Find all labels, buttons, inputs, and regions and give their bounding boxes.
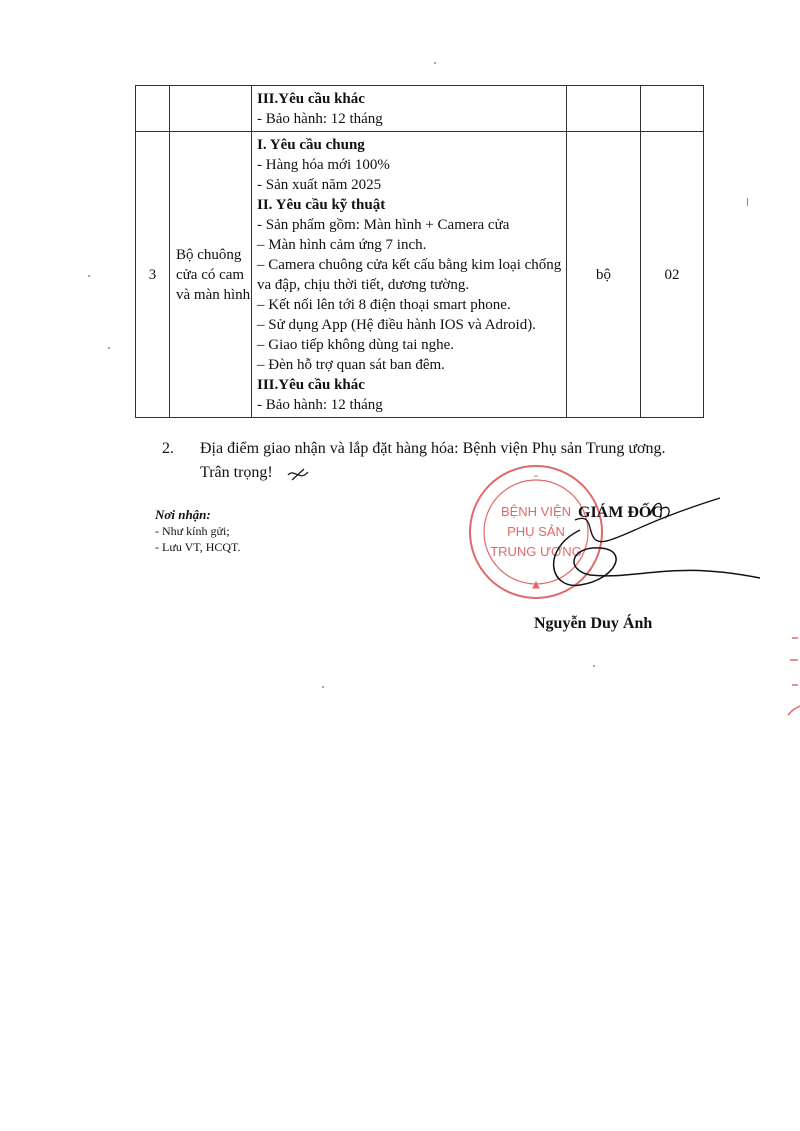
scan-speck	[108, 347, 110, 349]
item-name-cell: Bộ chuông cửa có cam và màn hình	[170, 132, 252, 418]
closing-regards: Trân trọng!	[200, 464, 273, 481]
stamp-line: TRUNG ƯƠNG	[490, 544, 582, 559]
section-heading: I. Yêu cầu chung	[257, 137, 365, 153]
scan-speck	[434, 62, 436, 64]
stt-cell: 3	[136, 132, 170, 418]
description-line: – Giao tiếp không dùng tai nghe.	[257, 337, 455, 353]
description-line: – Đèn hỗ trợ quan sát ban đêm.	[257, 357, 445, 373]
description-line: - Bảo hành: 12 tháng	[257, 111, 383, 127]
description-cell	[252, 86, 567, 132]
quantity-cell: 02	[641, 132, 704, 418]
spec-table	[135, 85, 704, 418]
stamp-fragment-icon	[780, 630, 800, 740]
signature-icon	[520, 490, 780, 600]
section-heading: III.Yêu cầu khác	[257, 377, 365, 393]
description-line: – Màn hình cảm ứng 7 inch.	[257, 237, 427, 253]
recipients-title: Nơi nhận:	[155, 507, 211, 522]
table-row	[136, 86, 704, 132]
stamp-line: PHỤ SẢN	[507, 524, 565, 539]
description-line: - Sản phẩm gồm: Màn hình + Camera cửa	[257, 217, 510, 233]
scan-speck	[747, 198, 748, 206]
section-heading: III.Yêu cầu khác	[257, 91, 365, 107]
description-line: - Bảo hành: 12 tháng	[257, 397, 383, 413]
description-line: – Camera chuông cửa kết cấu bằng kim loại chống va đập, chịu thời tiết, dương tường.	[257, 257, 562, 293]
item-number: 2.	[162, 440, 174, 457]
director-title: GIÁM ĐỐC	[578, 504, 663, 521]
recipient-line: - Như kính gửi;	[155, 524, 230, 538]
recipients-block	[155, 507, 241, 555]
unit-cell: bộ	[567, 132, 641, 418]
table-row	[136, 132, 704, 418]
description-cell	[252, 132, 567, 418]
name-cell	[170, 86, 252, 132]
initial-mark-icon	[286, 466, 310, 484]
item-text: Địa điểm giao nhận và lắp đặt hàng hóa: Bệnh viện Phụ sản Trung ương.	[200, 440, 666, 457]
stamp-line: BỆNH VIỆN	[500, 504, 572, 519]
scan-speck	[322, 686, 324, 688]
section-heading: II. Yêu cầu kỹ thuật	[257, 197, 386, 213]
description-line: – Kết nối lên tới 8 điện thoại smart phone.	[257, 297, 511, 313]
quantity-cell	[641, 86, 704, 132]
scan-speck	[593, 665, 595, 667]
description-line: - Sản xuất năm 2025	[257, 177, 382, 193]
stt-cell	[136, 86, 170, 132]
unit-cell	[567, 86, 641, 132]
recipient-line: - Lưu VT, HCQT.	[155, 540, 241, 554]
signer-name: Nguyễn Duy Ánh	[534, 615, 653, 632]
delivery-location	[162, 440, 666, 458]
description-line: – Sử dụng App (Hệ điều hành IOS và Adroid).	[257, 317, 536, 333]
scan-speck	[88, 275, 90, 277]
description-line: - Hàng hóa mới 100%	[257, 157, 390, 173]
